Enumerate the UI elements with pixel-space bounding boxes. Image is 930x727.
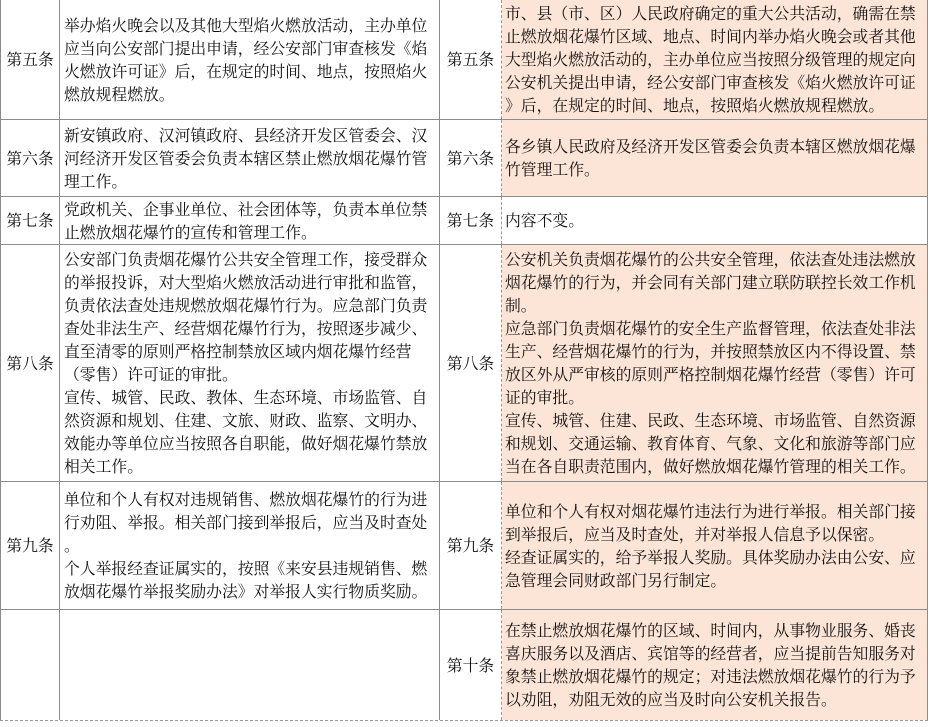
old-text-line: 燃放规程燃放。: [64, 84, 175, 104]
new-article-label: 第十条: [446, 655, 495, 675]
new-text-line: 单位和个人有权对烟花爆竹违法行为进行举报。相关部门接: [505, 501, 916, 521]
new-article-cell: [440, 245, 502, 481]
old-text-line: 直至清零的原则严格控制禁放区域内烟花爆竹经营: [64, 342, 412, 361]
old-text-line: 个人举报经查证属实的，按照《来安县违规销售、燃: [64, 559, 428, 578]
old-text-line: 理工作。: [64, 171, 128, 191]
old-article-cell: [0, 245, 60, 481]
new-text-line: 急管理会同财政部门另行制定。: [505, 570, 727, 590]
new-text-cell: [502, 0, 928, 119]
new-text-line: 公安机关负责烟花爆竹的公共安全管理，依法查处违法燃放: [505, 250, 916, 269]
old-text-line: 单位和个人有权对违规销售、燃放烟花爆竹的行为进: [64, 490, 428, 509]
new-text-line: 公安机关提出申请，经公安部门审查核发《焰火燃放许可证: [505, 73, 916, 92]
table-row: [0, 610, 928, 721]
old-text-line: 负责依法查处违规燃放烟花爆竹行为。应急部门负责: [64, 296, 428, 315]
old-text-line: 火燃放许可证》后，在规定的时间、地点，按照焰火: [64, 61, 428, 81]
table-row: [0, 197, 928, 245]
new-text-line: 到举报后，应当及时查处，并对举报人信息予以保密。: [505, 524, 885, 544]
old-text-line: 行劝阻、举报。相关部门接到举报后，应当及时查处: [64, 513, 428, 532]
new-text-cell: [502, 482, 928, 609]
old-text-line: 然资源和规划、住建、文旅、财政、监察、文明办、: [64, 411, 428, 430]
new-text-cell: [502, 120, 928, 196]
new-article-cell: [440, 197, 502, 244]
old-article-cell: [0, 0, 60, 119]
old-text-line: 党政机关、企事业单位、社会团体等，负责本单位禁: [64, 199, 428, 219]
old-text-line: 新安镇政府、汉河镇政府、县经济开发区管委会、汉: [64, 125, 428, 145]
new-text-line: 放区外从严审核的原则严格控制烟花爆竹经营（零售）许可: [505, 365, 916, 384]
old-text-line: 查处非法生产、经营烟花爆竹行为，按照逐步减少、: [64, 319, 428, 338]
new-text-line: 竹管理工作。: [505, 160, 600, 179]
table-row: [0, 482, 928, 610]
old-text-cell: [60, 482, 440, 609]
old-text-line: 河经济开发区管委会负责本辖区禁止燃放烟花爆竹管: [64, 148, 428, 168]
old-text-line: 公安部门负责烟花爆竹公共安全管理工作，接受群众: [64, 250, 428, 269]
old-text-line: 举办焰火晚会以及其他大型焰火燃放活动，主办单位: [64, 15, 428, 35]
new-text-line: 喜庆服务以及酒店、宾馆等的经营者，应当提前告知服务对: [505, 644, 916, 663]
new-text-line: 内容不变。: [505, 211, 584, 230]
new-text-line: 象禁止燃放烟花爆竹的规定；对违法燃放烟花爆竹的行为予: [505, 667, 916, 686]
new-text-line: 》后，在规定的时间、地点，按照焰火燃放规程燃放。: [505, 96, 885, 115]
old-text-line: 应当向公安部门提出申请，经公安部门审查核发《焰: [64, 38, 428, 58]
old-text-cell: [60, 245, 440, 481]
old-article-label: 第九条: [6, 536, 54, 555]
table-row: [0, 0, 928, 120]
old-text-line: 相关工作。: [64, 457, 143, 476]
old-text-line: （零售）许可证的审批。: [64, 365, 238, 384]
new-text-line: 应急部门负责烟花爆竹的安全生产监督管理，依法查处非法: [505, 319, 916, 338]
new-text-cell: [502, 245, 928, 481]
table-row: [0, 245, 928, 482]
new-text-line: 制。: [505, 296, 537, 315]
old-text-cell: [60, 197, 440, 244]
old-text-line: 的举报投诉，对大型焰火燃放活动进行审批和监管，: [64, 273, 428, 292]
old-article-label: 第七条: [6, 211, 54, 230]
old-text-line: 止燃放烟花爆竹的宣传和管理工作。: [64, 222, 317, 242]
new-text-cell: [502, 197, 928, 244]
new-article-cell: [440, 482, 502, 609]
new-text-line: 和规划、交通运输、教育体育、气象、文化和旅游等部门应: [505, 434, 916, 453]
old-text-line: 。: [64, 536, 80, 555]
old-article-label: 第六条: [6, 148, 54, 168]
table-row: [0, 120, 928, 197]
new-text-line: 止燃放烟花爆竹区域、地点、时间内举办焰火晚会或者其他: [505, 27, 916, 46]
new-text-line: 生产、经营烟花爆竹的行为，并按照禁放区内不得设置、禁: [505, 342, 916, 361]
new-text-cell: [502, 610, 928, 720]
old-text-cell: [60, 0, 440, 119]
new-article-cell: [440, 610, 502, 720]
old-article-cell: [0, 610, 60, 720]
new-text-line: 当在各自职责范围内，做好燃放烟花爆竹管理的相关工作。: [505, 457, 916, 476]
new-text-line: 各乡镇人民政府及经济开发区管委会负责本辖区燃放烟花爆: [505, 137, 916, 156]
old-text-line: 放烟花爆竹举报奖励办法》对举报人实行物质奖励。: [64, 582, 428, 601]
old-text-cell: [60, 610, 440, 720]
new-article-cell: [440, 0, 502, 119]
new-text-line: 在禁止燃放烟花爆竹的区域、时间内，从事物业服务、婚丧: [505, 621, 916, 640]
old-text-line: 效能办等单位应当按照各自职能，做好烟花爆竹禁放: [64, 434, 428, 453]
new-article-label: 第八条: [446, 353, 495, 373]
old-article-label: 第五条: [6, 50, 54, 69]
new-article-cell: [440, 120, 502, 196]
new-article-label: 第九条: [446, 536, 495, 555]
new-text-line: 宣传、城管、住建、民政、生态环境、市场监管、自然资源: [505, 411, 916, 430]
new-text-line: 经查证属实的，给予举报人奖励。具体奖励办法由公安、应: [505, 547, 916, 567]
new-text-line: 烟花爆竹的行为，并会同有关部门建立联防联控长效工作机: [505, 273, 916, 292]
new-article-label: 第七条: [446, 211, 495, 230]
new-text-line: 以劝阻，劝阻无效的应当及时向公安机关报告。: [505, 690, 837, 709]
new-text-line: 大型焰火燃放活动的，主办单位应当按照分级管理的规定向: [505, 50, 916, 69]
old-article-label: 第八条: [6, 353, 54, 373]
new-article-label: 第五条: [446, 50, 495, 69]
old-text-cell: [60, 120, 440, 196]
old-article-cell: [0, 197, 60, 244]
new-article-label: 第六条: [446, 148, 495, 168]
new-text-line: 证的审批。: [505, 388, 584, 407]
new-text-line: 市、县（市、区）人民政府确定的重大公共活动，确需在禁: [505, 4, 916, 23]
old-article-cell: [0, 482, 60, 609]
old-text-line: 宣传、城管、民政、教体、生态环境、市场监管、自: [64, 388, 428, 407]
old-article-cell: [0, 120, 60, 196]
